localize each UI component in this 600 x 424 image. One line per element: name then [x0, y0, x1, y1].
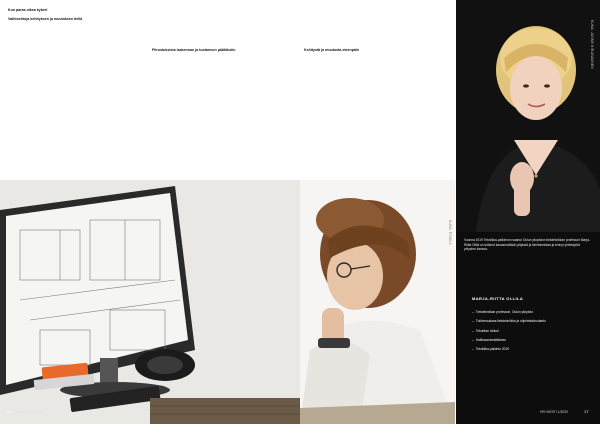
profile-name: MARJA-RIITTA OLLILA [472, 296, 524, 301]
profile-bullet: – Tutkimusalana tietotekniikka ja ohjelmistotuotanto [472, 319, 592, 323]
woman-illustration [300, 180, 455, 424]
portrait-caption: Vuonna 2019 Tekniikka-palkinnon saanut Oulun yliopiston tietotekniikan professori Marja-Riitta Ollila on tutkinut kansainvälisiä yrityksiä ja tiimitoimintaa ja tehnyt yhteistyötä yritysten kanssa. [464, 238, 590, 251]
photo-credit: KUVA: JANNE KIRJAVAINEN [590, 20, 594, 69]
right-page-label: HR·VIESTI 1/2020 [540, 410, 569, 414]
woman-at-desk-photo [300, 180, 455, 424]
column-2-heading: Piirustuksista laskennan ja tuotannon päätöksiin [152, 48, 236, 52]
left-page-number: 16 [6, 409, 11, 414]
right-page-number: 17 [584, 409, 589, 414]
profile-bullet: – Tekniikan tohtori [472, 329, 592, 333]
office-desk-photo [0, 180, 300, 424]
office-scene-illustration [0, 180, 300, 424]
profile-bullet: – Tekniikka-palkinto 2019 [472, 347, 592, 351]
column-1-subheading: Vaihtoehtoja kehityksen ja muutoksen tiellä [8, 17, 83, 21]
article-column-2 [152, 8, 292, 54]
column-1-heading: Kun paras oikea kyberi [8, 8, 48, 12]
portrait-illustration [456, 0, 600, 232]
column-3-heading: Kehitystä ja muutosta eteenpäin [304, 48, 360, 52]
profile-portrait [456, 0, 600, 232]
profile-sidebar [456, 0, 600, 424]
article-column-1 [8, 8, 144, 23]
left-page-label: HR·VIESTI 1/2020 [16, 410, 45, 414]
profile-bullet: – Tietotekniikan professori, Oulun yliopisto [472, 310, 592, 314]
profile-bullets [472, 310, 592, 356]
profile-bullet: – Hallitusammattilainen [472, 338, 592, 342]
side-photo-label: KUVA: PIXELS [448, 220, 452, 245]
article-column-3 [304, 8, 450, 54]
